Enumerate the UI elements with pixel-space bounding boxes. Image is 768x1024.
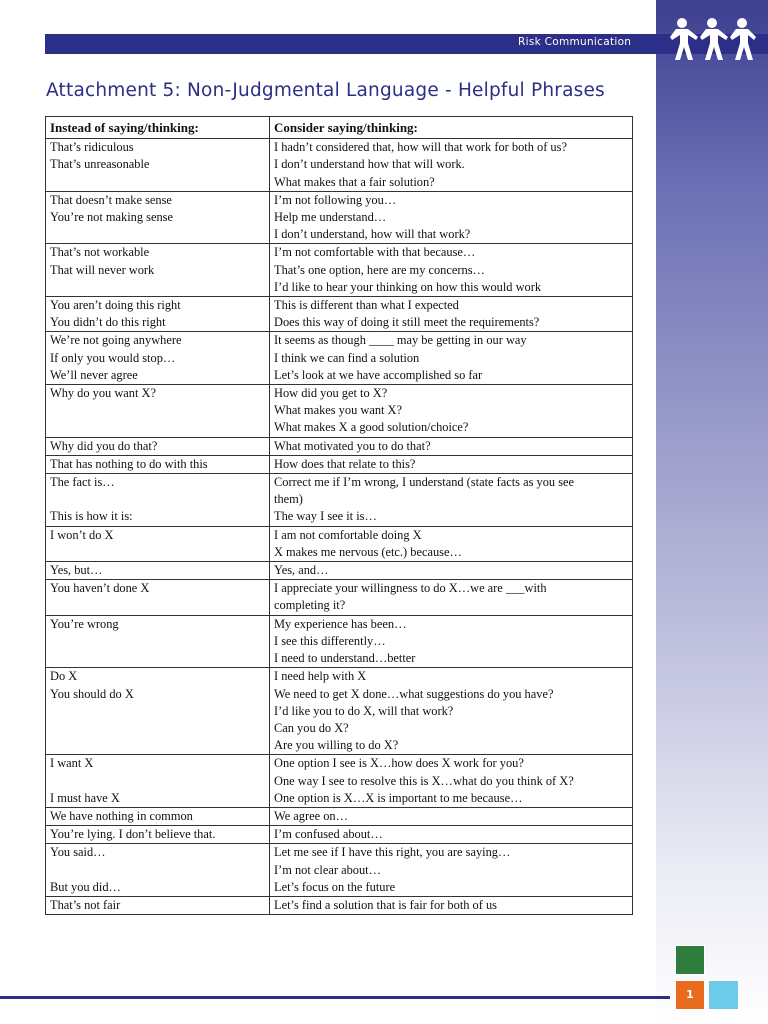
phrase-line: This is different than what I expected	[274, 298, 459, 313]
blue-square	[708, 980, 739, 1010]
phrase-line: We’re not going anywhere	[50, 333, 182, 348]
phrase-line: That’s not fair	[50, 897, 121, 912]
phrase-line: I’m not clear about…	[274, 862, 382, 877]
footer-line	[0, 996, 670, 999]
phrases-table	[45, 116, 633, 915]
phrase-line: What makes X a good solution/choice?	[274, 420, 469, 435]
table-row	[46, 615, 633, 668]
phrase-line: I am not comfortable doing X	[274, 527, 422, 542]
phrase-line: Let’s look at we have accomplished so far	[274, 367, 483, 382]
phrase-line: What makes you want X?	[274, 403, 402, 418]
table-row	[46, 580, 633, 615]
right-gradient-panel	[656, 0, 768, 1024]
table-row	[46, 297, 633, 332]
table-header-row	[46, 117, 633, 139]
cell-instead	[46, 826, 270, 844]
table-row	[46, 755, 633, 808]
table-row	[46, 562, 633, 580]
section-label: Risk Communication	[518, 36, 632, 48]
phrase-line: How did you get to X?	[274, 386, 388, 401]
phrase-line: The way I see it is…	[274, 509, 377, 524]
cell-consider	[270, 526, 633, 561]
cell-instead	[46, 668, 270, 755]
cell-consider	[270, 615, 633, 668]
cell-consider	[270, 562, 633, 580]
phrase-line: You said…	[50, 845, 106, 860]
cell-instead	[46, 844, 270, 897]
phrase-line: Why do you want X?	[50, 386, 156, 401]
phrase-line: One way I see to resolve this is X…what do you think of X?	[274, 773, 574, 788]
phrase-line: One option is X…X is important to me because…	[274, 790, 523, 805]
table-row	[46, 896, 633, 914]
phrase-line: You aren’t doing this right	[50, 298, 181, 313]
cell-instead	[46, 526, 270, 561]
phrase-line: Let me see if I have this right, you are saying…	[274, 845, 511, 860]
phrase-line: Let’s focus on the future	[274, 879, 396, 894]
phrase-line: I’d like to hear your thinking on how this would work	[274, 279, 542, 294]
phrase-line: Can you do X?	[274, 720, 349, 735]
phrase-line: That doesn’t make sense	[50, 192, 172, 207]
phrase-line: I won’t do X	[50, 527, 114, 542]
phrase-line: I’m not following you…	[274, 192, 397, 207]
phrase-line: The fact is…	[50, 475, 115, 490]
phrase-line: I’m not comfortable with that because…	[274, 245, 476, 260]
phrase-line: Does this way of doing it still meet the requirements?	[274, 315, 540, 330]
phrase-line: You’re wrong	[50, 616, 119, 631]
phrase-line: You’re not making sense	[50, 210, 173, 225]
table-row	[46, 807, 633, 825]
table-row	[46, 191, 633, 244]
phrase-line: That will never work	[50, 262, 155, 277]
phrase-line: What makes that a fair solution?	[274, 174, 435, 189]
cell-consider	[270, 244, 633, 297]
phrase-line: You should do X	[50, 686, 134, 701]
phrase-line: My experience has been…	[274, 616, 407, 631]
cell-consider	[270, 385, 633, 438]
cell-instead	[46, 807, 270, 825]
phrase-line: Let’s find a solution that is fair for both of us	[274, 897, 497, 912]
phrase-line: We agree on…	[274, 808, 348, 823]
cell-instead	[46, 139, 270, 192]
cell-instead	[46, 615, 270, 668]
phrase-line: If only you would stop…	[50, 350, 176, 365]
phrase-line: completing it?	[274, 598, 346, 613]
cell-consider	[270, 755, 633, 808]
table-row	[46, 437, 633, 455]
cell-instead	[46, 191, 270, 244]
phrase-line: That’s unreasonable	[50, 157, 150, 172]
cell-consider	[270, 191, 633, 244]
cell-consider	[270, 455, 633, 473]
phrase-line: Help me understand…	[274, 210, 387, 225]
phrase-line: We’ll never agree	[50, 367, 138, 382]
phrase-line: I’m confused about…	[274, 827, 383, 842]
cell-consider	[270, 474, 633, 527]
phrase-line: I see this differently…	[274, 633, 386, 648]
cell-consider	[270, 297, 633, 332]
cell-consider	[270, 826, 633, 844]
phrase-line: You haven’t done X	[50, 581, 150, 596]
phrase-line: Yes, and…	[274, 563, 329, 578]
cell-instead	[46, 755, 270, 808]
cell-instead	[46, 437, 270, 455]
cell-instead	[46, 244, 270, 297]
cell-consider	[270, 580, 633, 615]
phrase-line: We need to get X done…what suggestions do you have?	[274, 686, 554, 701]
cell-consider	[270, 807, 633, 825]
table-row	[46, 668, 633, 755]
phrase-line: This is how it is:	[50, 509, 133, 524]
phrase-line: I hadn’t considered that, how will that work for both of us?	[274, 140, 567, 155]
phrase-line: I need help with X	[274, 669, 367, 684]
blank-line	[50, 773, 265, 790]
cell-consider	[270, 668, 633, 755]
phrase-line: Correct me if I’m wrong, I understand (state facts as you see	[274, 475, 575, 490]
phrase-line: That’s ridiculous	[50, 140, 134, 155]
header-bar	[45, 34, 768, 54]
phrase-line: I’d like you to do X, will that work?	[274, 703, 454, 718]
phrase-line: That’s one option, here are my concerns…	[274, 262, 485, 277]
page-number: 1	[675, 980, 705, 1010]
phrase-line: How does that relate to this?	[274, 456, 416, 471]
phrase-line: Do X	[50, 669, 78, 684]
phrase-line: You’re lying. I don’t believe that.	[50, 827, 216, 842]
table-row	[46, 385, 633, 438]
cell-instead	[46, 297, 270, 332]
table-row	[46, 455, 633, 473]
table-row	[46, 244, 633, 297]
cell-instead	[46, 385, 270, 438]
cell-consider	[270, 332, 633, 385]
phrase-line: It seems as though ____ may be getting in our way	[274, 333, 527, 348]
cell-instead	[46, 474, 270, 527]
blank-line	[50, 862, 265, 879]
phrase-line: them)	[274, 492, 303, 507]
cell-instead	[46, 332, 270, 385]
phrase-line: I don’t understand, how will that work?	[274, 227, 471, 242]
phrase-line: One option I see is X…how does X work for you?	[274, 756, 524, 771]
table-row	[46, 826, 633, 844]
cell-consider	[270, 844, 633, 897]
cell-instead	[46, 562, 270, 580]
table-row	[46, 332, 633, 385]
column-header-consider: Consider saying/thinking:	[270, 117, 633, 139]
table-row	[46, 526, 633, 561]
phrase-line: That has nothing to do with this	[50, 456, 208, 471]
cell-consider	[270, 896, 633, 914]
column-header-instead: Instead of saying/thinking:	[46, 117, 270, 139]
phrase-line: I appreciate your willingness to do X…we are ___with	[274, 581, 547, 596]
phrase-line: I think we can find a solution	[274, 350, 420, 365]
phrase-line: I want X	[50, 756, 94, 771]
table-body	[46, 139, 633, 915]
table-row	[46, 474, 633, 527]
table-row	[46, 844, 633, 897]
green-square	[675, 945, 705, 975]
phrase-line: But you did…	[50, 879, 121, 894]
blank-line	[50, 491, 265, 508]
phrase-line: That’s not workable	[50, 245, 150, 260]
cell-instead	[46, 455, 270, 473]
page-title: Attachment 5: Non-Judgmental Language - Helpful Phrases	[46, 80, 605, 101]
phrase-line: I need to understand…better	[274, 651, 416, 666]
cell-instead	[46, 896, 270, 914]
phrase-line: You didn’t do this right	[50, 315, 166, 330]
cell-consider	[270, 139, 633, 192]
cell-instead	[46, 580, 270, 615]
table-row	[46, 139, 633, 192]
people-chain-icon	[668, 16, 756, 62]
phrase-line: Why did you do that?	[50, 438, 158, 453]
phrase-line: Are you willing to do X?	[274, 738, 399, 753]
cell-consider	[270, 437, 633, 455]
phrase-line: What motivated you to do that?	[274, 438, 431, 453]
phrase-line: X makes me nervous (etc.) because…	[274, 544, 462, 559]
phrase-line: We have nothing in common	[50, 808, 193, 823]
phrase-line: Yes, but…	[50, 563, 103, 578]
phrase-line: I must have X	[50, 790, 120, 805]
phrase-line: I don’t understand how that will work.	[274, 157, 465, 172]
